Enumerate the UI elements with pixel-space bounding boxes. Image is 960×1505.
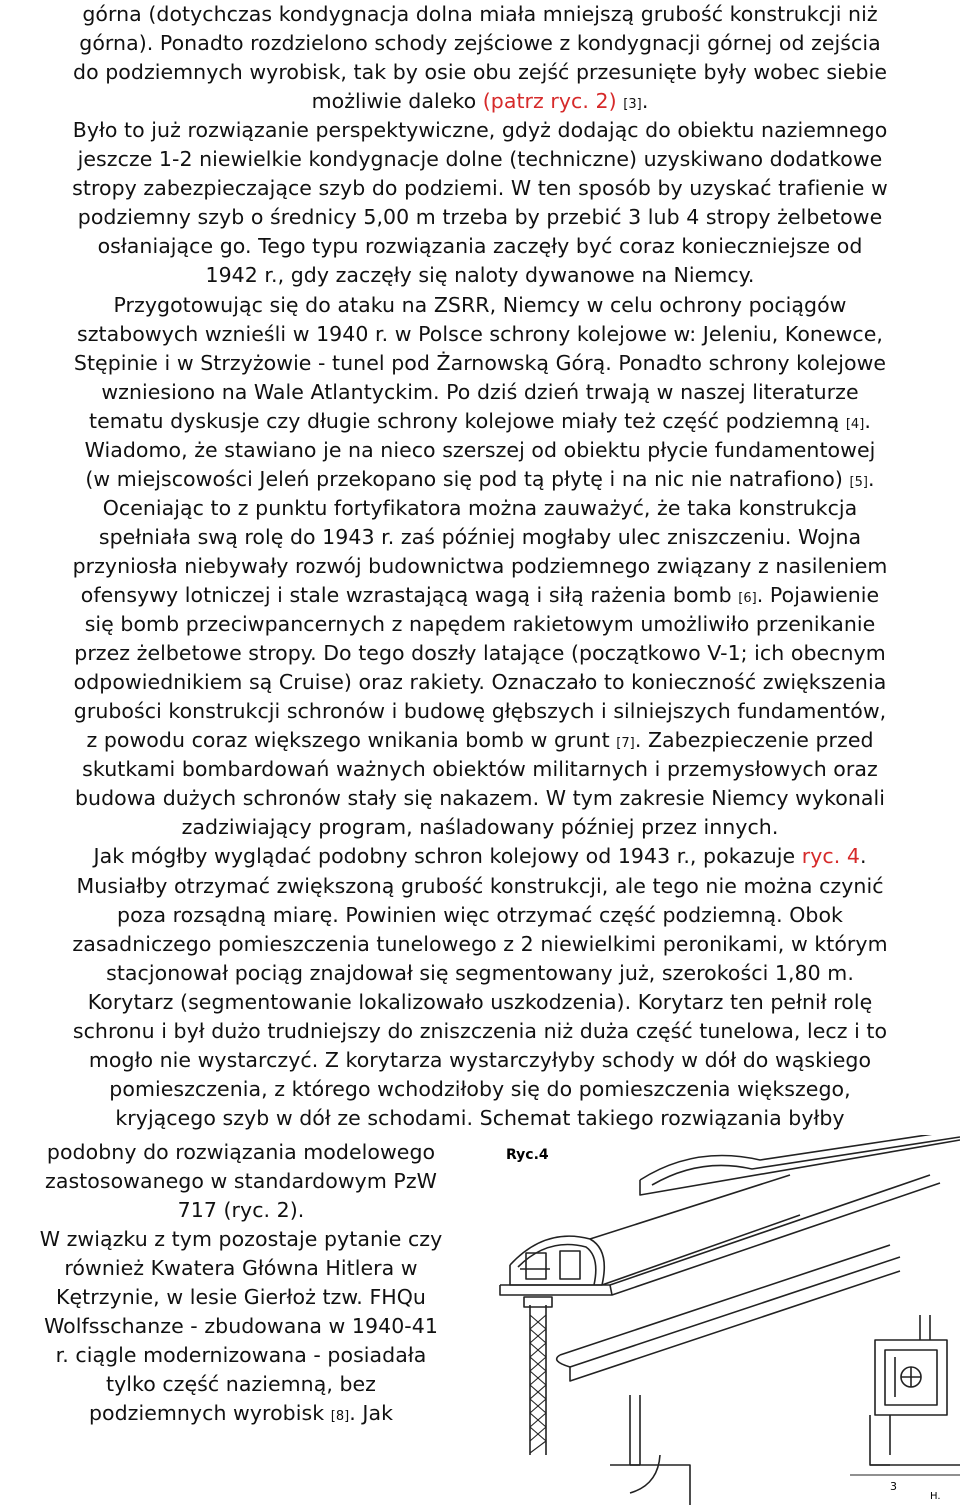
footnote-reference: [3]: [623, 97, 642, 113]
text-line: [0, 0, 960, 29]
text-segment: 1942 r., gdy zaczęły się naloty dywanowe na Niemcy.: [205, 263, 755, 288]
text-segment: Było to już rozwiązanie perspektywiczne, gdyż dodając do obiektu naziemnego: [72, 118, 888, 143]
text-segment: W związku z tym pozostaje pytanie czy: [39, 1227, 443, 1252]
text-segment: również Kwatera Główna Hitlera w: [64, 1256, 418, 1281]
figure-label-3: 3: [890, 1480, 897, 1493]
text-line: [0, 813, 960, 842]
text-segment: podziemny szyb o średnicy 5,00 m trzeba by przebić 3 lub 4 stropy żelbetowe: [77, 205, 883, 230]
text-line: [0, 1283, 482, 1312]
text-segment: .: [868, 466, 875, 491]
text-segment: . Zabezpieczenie przed: [634, 728, 874, 753]
text-line: [0, 959, 960, 988]
text-segment: wzniesiono na Wale Atlantyckim. Po dziś dzień trwają w naszej literaturze: [101, 379, 859, 404]
railway-shelter-schematic: [490, 1135, 960, 1505]
text-segment: podziemnych wyrobisk: [88, 1401, 331, 1426]
text-segment: Oceniając to z punktu fortyfikatora można zauważyć, że taka konstrukcja: [102, 495, 858, 520]
text-segment: podobny do rozwiązania modelowego: [46, 1140, 436, 1164]
text-segment: przez żelbetowe stropy. Do tego doszły latające (początkowo V-1; ich obecnym: [74, 641, 886, 666]
footnote-reference: [7]: [616, 736, 635, 752]
footnote-reference: [8]: [330, 1409, 350, 1425]
text-line: [0, 174, 960, 203]
text-line: [0, 610, 960, 639]
text-line: [0, 581, 960, 613]
text-line: [0, 87, 960, 119]
text-line: [0, 203, 960, 232]
text-line: [0, 668, 960, 697]
text-line: [0, 755, 960, 784]
text-segment: stacjonował pociąg znajdował się segmentowany już, szerokości 1,80 m.: [106, 960, 854, 985]
text-segment: Wolfsschanze - zbudowana w 1940-41: [44, 1314, 438, 1339]
text-segment: ofensywy lotniczej i stale wzrastającą wagą i siłą rażenia bomb: [80, 583, 739, 607]
text-line: [0, 145, 960, 174]
text-line: [0, 1370, 482, 1399]
text-line: [0, 232, 960, 261]
text-segment: odpowiednikiem są Cruise) oraz rakiety. Oznaczało to konieczność zwiększenia: [73, 670, 887, 695]
text-segment: .: [859, 844, 867, 869]
text-segment: górna). Ponadto rozdzielono schody zejściowe z kondygnacji górnej od zejścia: [79, 31, 881, 56]
text-segment: osłaniające go. Tego typu rozwiązania zaczęły być coraz konieczniejsze od: [97, 234, 863, 259]
text-segment: .: [641, 89, 649, 114]
text-line: [0, 349, 960, 378]
text-segment: górna (dotychczas kondygnacja dolna miała mniejszą grubość konstrukcji niż: [82, 2, 878, 26]
text-segment: zastosowanego w standardowym PzW: [45, 1169, 437, 1194]
text-line: [0, 872, 960, 901]
text-line: [0, 1196, 482, 1225]
text-segment: r. ciągle modernizowana - posiadała: [55, 1343, 427, 1368]
text-line: [0, 378, 960, 407]
text-segment: jeszcze 1-2 niewielkie kondygnacje dolne (techniczne) uzyskiwano dodatkowe: [77, 147, 883, 172]
text-segment: z powodu coraz większego wnikania bomb w grunt: [86, 728, 617, 753]
text-line: [0, 494, 960, 523]
text-segment: stropy zabezpieczające szyb do podziemi. W ten sposób by uzyskać trafienie w: [72, 176, 888, 201]
text-line: [0, 1254, 482, 1283]
text-segment: się bomb przeciwpancernych z napędem rakietowym umożliwiło przenikanie: [84, 612, 876, 637]
text-segment: Jak mógłby wyglądać podobny schron kolejowy od 1943 r., pokazuje: [93, 844, 802, 869]
figure-label-corner: H.: [930, 1491, 941, 1502]
text-line: [0, 784, 960, 813]
text-segment: . Jak: [349, 1401, 394, 1426]
text-line: [0, 1312, 482, 1341]
figure-caption: Ryc.4: [506, 1147, 549, 1163]
text-line: [0, 291, 960, 320]
text-segment: możliwie daleko: [311, 89, 483, 114]
text-line: [0, 465, 960, 497]
text-line: [0, 639, 960, 668]
figure-reference: (patrz ryc. 2): [482, 89, 617, 114]
text-line: [0, 320, 960, 349]
text-segment: mogło nie wystarczyć. Z korytarza wystarczyłyby schody w dół do wąskiego: [88, 1047, 872, 1072]
text-segment: do podziemnych wyrobisk, tak by osie obu zejść przesunięte były wobec siebie: [73, 60, 887, 85]
text-line: [0, 1167, 482, 1196]
text-line: [0, 988, 960, 1017]
text-line: [0, 116, 960, 145]
text-line: [0, 901, 960, 930]
text-segment: skutkami bombardowań ważnych obiektów militarnych i przemysłowych oraz: [82, 757, 878, 782]
text-segment: tylko część naziemną, bez: [106, 1372, 376, 1397]
text-segment: Przygotowując się do ataku na ZSRR, Niemcy w celu ochrony pociągów: [113, 292, 847, 317]
text-segment: kryjącego szyb w dół ze schodami. Schemat takiego rozwiązania byłby: [115, 1105, 845, 1130]
text-segment: Wiadomo, że stawiano je na nieco szerszej od obiektu płycie fundamentowej: [84, 437, 876, 462]
footnote-reference: [6]: [738, 591, 757, 606]
text-line: [0, 1399, 482, 1431]
text-line: [0, 552, 960, 581]
text-line: [0, 930, 960, 959]
text-segment: zasadniczego pomieszczenia tunelowego z 2 niewielkimi peronikami, w którym: [72, 931, 888, 956]
text-segment: .: [864, 408, 871, 433]
text-line: [0, 697, 960, 726]
footnote-reference: [5]: [849, 474, 869, 490]
text-segment: Stępinie i w Strzyżowie - tunel pod Żarnowską Górą. Ponadto schrony kolejowe: [73, 350, 887, 375]
text-segment: (w miejscowości Jeleń przekopano się pod tą płytę i na nic nie natrafiono): [85, 466, 850, 491]
text-segment: 717 (ryc. 2).: [177, 1198, 305, 1223]
footnote-reference: [4]: [845, 416, 865, 432]
text-line: [0, 436, 960, 465]
text-line: [0, 1341, 482, 1370]
text-line: [0, 523, 960, 552]
text-segment: . Pojawienie: [756, 583, 880, 607]
figure-reference: ryc. 4: [801, 844, 860, 869]
text-segment: zadziwiający program, naśladowany później przez innych.: [181, 815, 779, 840]
text-line: [0, 1046, 960, 1075]
text-line: [0, 1075, 960, 1104]
text-line: [0, 1225, 482, 1254]
text-segment: sztabowych wznieśli w 1940 r. w Polsce schrony kolejowe w: Jeleniu, Konewce,: [77, 321, 883, 346]
text-line: [0, 261, 960, 290]
text-segment: Korytarz (segmentowanie lokalizowało uszkodzenia). Korytarz ten pełnił rolę: [87, 989, 873, 1014]
text-segment: pomieszczenia, z którego wchodziłoby się do pomieszczenia większego,: [109, 1076, 851, 1101]
text-line: [0, 1138, 482, 1167]
text-segment: poza rozsądną miarę. Powinien więc otrzymać część podziemną. Obok: [117, 902, 843, 927]
text-line: [0, 407, 960, 439]
text-segment: schronu i był dużo trudniejszy do zniszczenia niż duża część tunelowa, lecz i to: [72, 1018, 888, 1043]
text-line: [0, 726, 960, 758]
text-segment: przyniosła niebywały rozwój budownictwa podziemnego związany z nasileniem: [72, 553, 888, 578]
text-segment: Musiałby otrzymać zwiększoną grubość konstrukcji, ale tego nie można czynić: [76, 873, 884, 898]
text-line: [0, 842, 960, 871]
text-segment: budowa dużych schronów stały się nakazem. W tym zakresie Niemcy wykonali: [74, 786, 886, 811]
text-line: [0, 29, 960, 58]
figure-ryc-4: [490, 1135, 960, 1505]
text-segment: grubości konstrukcji schronów i budowę głębszych i silniejszych fundamentów,: [73, 699, 887, 724]
text-segment: spełniała swą rolę do 1943 r. zaś później mogłaby ulec zniszczeniu. Wojna: [98, 524, 862, 549]
text-segment: Kętrzynie, w lesie Gierłoż tzw. FHQu: [56, 1285, 426, 1310]
text-line: [0, 58, 960, 87]
text-line: [0, 1017, 960, 1046]
text-line: [0, 1104, 960, 1133]
text-segment: tematu dyskusje czy długie schrony kolejowe miały też część podziemną: [89, 408, 846, 433]
